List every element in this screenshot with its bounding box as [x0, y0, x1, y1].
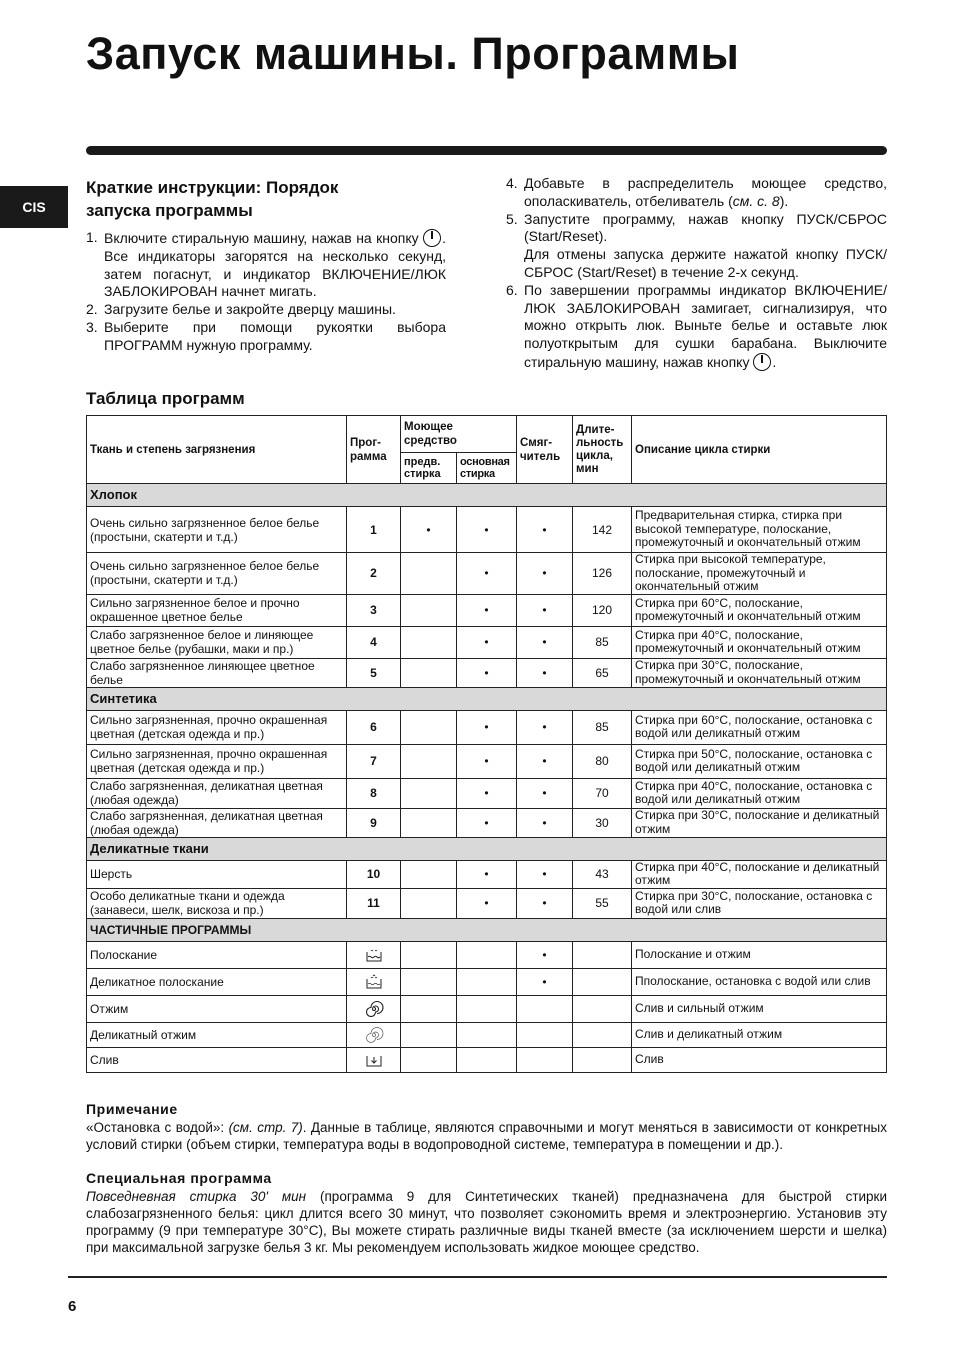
program-icon-cell [347, 995, 401, 1022]
softener-cell: • [517, 658, 573, 687]
softener-cell: • [517, 710, 573, 744]
description-cell: Слив и сильный отжим [632, 995, 887, 1022]
mainwash-cell [457, 1022, 517, 1047]
description-cell: Стирка при 60°С, полоскание, промежуточный и окончательный отжим [632, 594, 887, 626]
description-cell: Предварительная стирка, стирка при высокой температуре, полоскание, промежуточный и окончательный отжим [632, 507, 887, 553]
steps-list-right [506, 175, 887, 372]
program-number-cell: 1 [347, 507, 401, 553]
table-row [87, 1047, 887, 1072]
fabric-cell: Особо деликатные ткани и одежда (занавеси, шелк, вискоза и пр.) [87, 888, 347, 918]
duration-cell [573, 1022, 632, 1047]
step-2: 2. Загрузите белье и закройте дверцу машины. [86, 301, 396, 318]
softener-cell: • [517, 553, 573, 595]
program-number-cell: 3 [347, 594, 401, 626]
description-cell: Стирка при 50°С, полоскание, остановка с водой или деликатный отжим [632, 744, 887, 778]
special-heading: Специальная программа [86, 1170, 272, 1186]
table-row [87, 778, 887, 808]
header-detergent: Моющее средство [401, 416, 517, 453]
program-table-body [87, 484, 887, 1073]
program-icon-cell [347, 1022, 401, 1047]
table-row [87, 658, 887, 687]
page-title: Запуск машины. Программы [86, 28, 740, 79]
prewash-cell [401, 941, 457, 968]
softener-cell: • [517, 744, 573, 778]
table-title: Таблица программ [86, 389, 245, 408]
softener-cell: • [517, 626, 573, 658]
category-label: ЧАСТИЧНЫЕ ПРОГРАММЫ [87, 918, 887, 941]
table-row [87, 626, 887, 658]
mainwash-cell: • [457, 860, 517, 888]
language-tab: CIS [0, 186, 68, 228]
title-rule [86, 146, 887, 155]
softener-cell: • [517, 888, 573, 918]
table-row [87, 594, 887, 626]
duration-cell [573, 995, 632, 1022]
prewash-cell: • [401, 507, 457, 553]
mainwash-cell: • [457, 594, 517, 626]
duration-cell [573, 968, 632, 995]
mainwash-cell: • [457, 710, 517, 744]
prewash-cell [401, 778, 457, 808]
description-cell: Полоскание и отжим [632, 941, 887, 968]
category-row [87, 918, 887, 941]
softener-cell [517, 1047, 573, 1072]
category-row [87, 484, 887, 507]
mainwash-cell: • [457, 888, 517, 918]
duration-cell: 70 [573, 778, 632, 808]
prewash-cell [401, 553, 457, 595]
softener-cell: • [517, 860, 573, 888]
fabric-cell: Слив [87, 1047, 347, 1072]
program-icon-cell [347, 968, 401, 995]
mainwash-cell: • [457, 778, 517, 808]
fabric-cell: Очень сильно загрязненное белое белье (простыни, скатерти и т.д.) [87, 553, 347, 595]
prewash-cell [401, 658, 457, 687]
header-description: Описание цикла стирки [632, 416, 887, 484]
category-label: Деликатные ткани [87, 837, 887, 860]
fabric-cell: Деликатное полоскание [87, 968, 347, 995]
softener-cell [517, 1022, 573, 1047]
description-cell: Стирка при 40°С, полоскание, промежуточный и окончательный отжим [632, 626, 887, 658]
softener-cell: • [517, 778, 573, 808]
table-row [87, 710, 887, 744]
program-number-cell: 9 [347, 808, 401, 837]
program-icon-cell [347, 1047, 401, 1072]
note-block [86, 1101, 887, 1153]
prewash-cell [401, 808, 457, 837]
fabric-cell: Сильно загрязненная, прочно окрашенная цветная (детская одежда и пр.) [87, 710, 347, 744]
table-row [87, 553, 887, 595]
step-6: 6. По завершении программы индикатор ВКЛЮЧЕНИЕ/ЛЮК ЗАБЛОКИРОВАН замигает, сигнализируя, что можно открыть люк. Выньте белье и оставьте люк полуоткрытым для сушки барабана. Выключите стиральную машину, нажав кнопку . [506, 281, 887, 370]
softener-cell: • [517, 941, 573, 968]
special-text: Повседневная стирка 30' мин (программа 9 для Синтетических тканей) предназначена для быстрой стирки слабозагрязненного белья: цикл длится всего 30 минут, что позволяет сэкономить время и электроэнергию. Установив эту программу (9 при температуре 30°С), Вы можете стирать различные виды тканей вместе (за исключением шерсти и шелка) при максимальной загрузке белья 3 кг. Мы рекомендуем использовать жидкое моющее средство. [86, 1189, 887, 1255]
mainwash-cell [457, 995, 517, 1022]
duration-cell: 80 [573, 744, 632, 778]
duration-cell: 85 [573, 626, 632, 658]
rinse-icon [364, 947, 384, 961]
table-row [87, 808, 887, 837]
description-cell: Слив [632, 1047, 887, 1072]
step-4: 4. Добавьте в распределитель моющее средство, ополаскиватель, отбеливатель (см. с. 8). [506, 175, 887, 209]
fabric-cell: Слабо загрязненное линяющее цветное белье [87, 658, 347, 687]
header-duration: Длите- льность цикла, мин [573, 416, 632, 484]
header-mainwash: основная стирка [457, 453, 517, 484]
fabric-cell: Шерсть [87, 860, 347, 888]
description-cell: Стирка при 40°С, полоскание, остановка с водой или деликатный отжим [632, 778, 887, 808]
program-number-cell: 2 [347, 553, 401, 595]
steps-list-left [86, 229, 446, 355]
table-row [87, 941, 887, 968]
duration-cell: 55 [573, 888, 632, 918]
prewash-cell [401, 744, 457, 778]
table-row [87, 860, 887, 888]
prewash-cell [401, 626, 457, 658]
special-program-block [86, 1170, 887, 1256]
fabric-cell: Сильно загрязненная, прочно окрашенная цветная (детская одежда и пр.) [87, 744, 347, 778]
program-number-cell: 6 [347, 710, 401, 744]
page-number: 6 [68, 1298, 77, 1315]
description-cell: Стирка при высокой температуре, полоскание, промежуточный и окончательный отжим [632, 553, 887, 595]
header-softener: Смяг- читель [517, 416, 573, 484]
mainwash-cell: • [457, 626, 517, 658]
drain-icon [364, 1052, 384, 1066]
note-text: «Остановка с водой»: (см. стр. 7). Данные в таблице, являются справочными и могут меняться в зависимости от конкретных условий стирки (объем стирки, температура воды в водопроводной системе, температура в помещении и др.). [86, 1120, 888, 1152]
table-row [87, 888, 887, 918]
description-cell: Стирка при 40°С, полоскание и деликатный отжим [632, 860, 887, 888]
mainwash-cell: • [457, 553, 517, 595]
program-number-cell: 7 [347, 744, 401, 778]
description-cell: Стирка при 30°С, полоскание и деликатный отжим [632, 808, 887, 837]
duration-cell: 142 [573, 507, 632, 553]
table-row [87, 744, 887, 778]
mainwash-cell: • [457, 744, 517, 778]
duration-cell: 65 [573, 658, 632, 687]
mainwash-cell: • [457, 658, 517, 687]
description-cell: Слив и деликатный отжим [632, 1022, 887, 1047]
duration-cell: 120 [573, 594, 632, 626]
step-5: 5. Запустите программу, нажав кнопку ПУСК/СБРОС (Start/Reset). Для отмены запуска держите нажатой кнопку ПУСК/СБРОС (Start/Reset) в течение 2-х секунд. [506, 210, 887, 280]
prewash-cell [401, 1022, 457, 1047]
delicate-rinse-icon [364, 974, 384, 988]
prewash-cell [401, 995, 457, 1022]
power-icon [423, 229, 441, 247]
header-fabric: Ткань и степень загрязнения [87, 416, 347, 484]
softener-cell [517, 995, 573, 1022]
bottom-rule [68, 1276, 887, 1278]
prewash-cell [401, 710, 457, 744]
fabric-cell: Слабо загрязненная, деликатная цветная (любая одежда) [87, 808, 347, 837]
mainwash-cell [457, 941, 517, 968]
spin-icon [364, 1001, 384, 1015]
table-row [87, 507, 887, 553]
description-cell: Стирка при 30°С, полоскание, остановка с водой или слив [632, 888, 887, 918]
prewash-cell [401, 1047, 457, 1072]
duration-cell [573, 1047, 632, 1072]
softener-cell: • [517, 594, 573, 626]
prewash-cell [401, 594, 457, 626]
step-3: 3. Выберите при помощи рукоятки выбора ПРОГРАММ нужную программу. [86, 318, 446, 353]
mainwash-cell: • [457, 808, 517, 837]
fabric-cell: Очень сильно загрязненное белое белье (простыни, скатерти и т.д.) [87, 507, 347, 553]
mainwash-cell [457, 968, 517, 995]
program-table [86, 415, 887, 1073]
description-cell: Стирка при 30°С, полоскание, промежуточный и окончательный отжим [632, 658, 887, 687]
description-cell: Пполоскание, остановка с водой или слив [632, 968, 887, 995]
category-label: Синтетика [87, 687, 887, 710]
duration-cell: 43 [573, 860, 632, 888]
category-row [87, 687, 887, 710]
mainwash-cell [457, 1047, 517, 1072]
duration-cell: 85 [573, 710, 632, 744]
description-cell: Стирка при 60°С, полоскание, остановка с водой или деликатный отжим [632, 710, 887, 744]
fabric-cell: Деликатный отжим [87, 1022, 347, 1047]
fabric-cell: Полоскание [87, 941, 347, 968]
program-number-cell: 11 [347, 888, 401, 918]
duration-cell: 126 [573, 553, 632, 595]
program-number-cell: 4 [347, 626, 401, 658]
instructions-heading: Краткие инструкции: Порядок запуска программы [86, 178, 339, 220]
fabric-cell: Отжим [87, 995, 347, 1022]
duration-cell: 30 [573, 808, 632, 837]
instructions-right-column [506, 175, 887, 372]
fabric-cell: Сильно загрязненное белое и прочно окрашенное цветное белье [87, 594, 347, 626]
delicate-spin-icon [364, 1027, 384, 1041]
softener-cell: • [517, 808, 573, 837]
note-heading: Примечание [86, 1101, 178, 1117]
prewash-cell [401, 968, 457, 995]
program-number-cell: 10 [347, 860, 401, 888]
mainwash-cell: • [457, 507, 517, 553]
program-number-cell: 5 [347, 658, 401, 687]
category-label: Хлопок [87, 484, 887, 507]
program-icon-cell [347, 941, 401, 968]
table-row [87, 1022, 887, 1047]
power-icon [753, 353, 771, 371]
prewash-cell [401, 860, 457, 888]
fabric-cell: Слабо загрязненная, деликатная цветная (любая одежда) [87, 778, 347, 808]
step-1: 1. Включите стиральную машину, нажав на кнопку . Все индикаторы загорятся на несколько секунд, затем погаснут, и индикатор ВКЛЮЧЕНИЕ/ЛЮК ЗАБЛОКИРОВАН начнет мигать. [86, 229, 447, 300]
header-program: Прог- рамма [347, 416, 401, 484]
header-prewash: предв. стирка [401, 453, 457, 484]
instructions-left-column [86, 176, 446, 355]
prewash-cell [401, 888, 457, 918]
category-row [87, 837, 887, 860]
table-row [87, 995, 887, 1022]
softener-cell: • [517, 968, 573, 995]
program-number-cell: 8 [347, 778, 401, 808]
softener-cell: • [517, 507, 573, 553]
fabric-cell: Слабо загрязненное белое и линяющее цветное белье (рубашки, маки и пр.) [87, 626, 347, 658]
duration-cell [573, 941, 632, 968]
table-row [87, 968, 887, 995]
